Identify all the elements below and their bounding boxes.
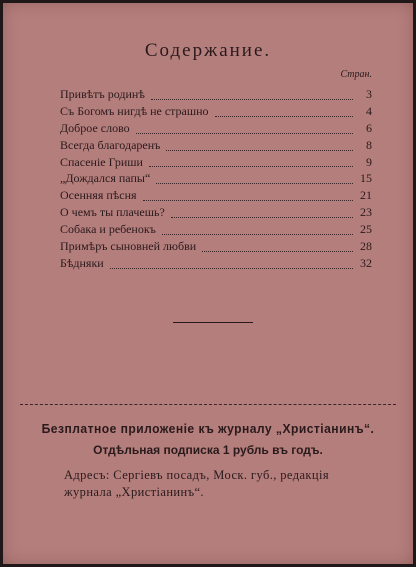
toc-entry-page: 23 (360, 205, 372, 220)
toc-leader-dots (156, 183, 353, 184)
toc-entry-title: Всегда благодаренъ (60, 137, 161, 152)
toc-leader-dots (166, 150, 353, 151)
toc-entry-page: 28 (360, 239, 372, 254)
toc-entry (60, 238, 372, 255)
toc-leader-dots (215, 116, 353, 117)
toc-leader-dots (171, 217, 353, 218)
toc-entry-title: О чемъ ты плачешь? (60, 205, 165, 220)
toc-entry-page: 4 (366, 103, 372, 118)
toc-entry-page: 25 (360, 222, 372, 237)
toc-entry-page: 15 (360, 171, 372, 186)
toc-leader-dots (162, 234, 353, 235)
toc-leader-dots (202, 251, 353, 252)
toc-entry-title: „Дождался папы“ (60, 171, 151, 186)
toc-entry-title: Примѣръ сыновней любви (60, 239, 197, 254)
toc-entry-page: 9 (366, 154, 372, 169)
toc-entry (60, 154, 372, 171)
toc-entry-title: Съ Богомъ нигдѣ не страшно (60, 103, 209, 118)
toc-leader-dots (110, 268, 353, 269)
table-of-contents (60, 86, 372, 272)
editorial-address (64, 467, 384, 501)
address-line-2: журнала „Христіанинъ“. (64, 485, 204, 499)
section-separator (20, 404, 396, 405)
toc-entry-title: Бѣдняки (60, 255, 104, 270)
toc-entry-title: Осенняя пѣсня (60, 188, 137, 203)
toc-entry-title: Собака и ребенокъ (60, 222, 156, 237)
toc-entry-title: Доброе слово (60, 120, 130, 135)
page-title: Содержание. (144, 40, 272, 61)
toc-entry (60, 120, 372, 137)
toc-entry-page: 32 (360, 255, 372, 270)
subscription-price: Отдѣльная подписка 1 рубль въ годъ. (93, 443, 323, 457)
toc-entry-title: Привѣтъ родинѣ (60, 87, 145, 101)
toc-leader-dots (149, 166, 353, 167)
toc-entry-page: 3 (366, 87, 372, 101)
address-line-1: Адресъ: Сергіевъ посадъ, Моск. губ., редакція (64, 468, 330, 482)
decorative-rule (173, 322, 253, 323)
toc-entry (60, 221, 372, 238)
supplement-notice: Безплатное приложеніе къ журналу „Христіанинъ“. (41, 421, 375, 436)
toc-entry (60, 255, 372, 272)
toc-entry (60, 103, 372, 120)
toc-leader-dots (136, 133, 353, 134)
toc-entry (60, 170, 372, 187)
toc-entry (60, 86, 372, 103)
toc-entry (60, 187, 372, 204)
toc-leader-dots (143, 200, 353, 201)
page-column-label: Стран. (340, 69, 372, 80)
toc-entry-title: Спасеніе Гриши (60, 154, 143, 169)
toc-entry-page: 6 (366, 120, 372, 135)
toc-entry (60, 204, 372, 221)
toc-leader-dots (151, 99, 353, 100)
toc-entry-page: 8 (366, 137, 372, 152)
toc-entry (60, 137, 372, 154)
toc-entry-page: 21 (360, 188, 372, 203)
